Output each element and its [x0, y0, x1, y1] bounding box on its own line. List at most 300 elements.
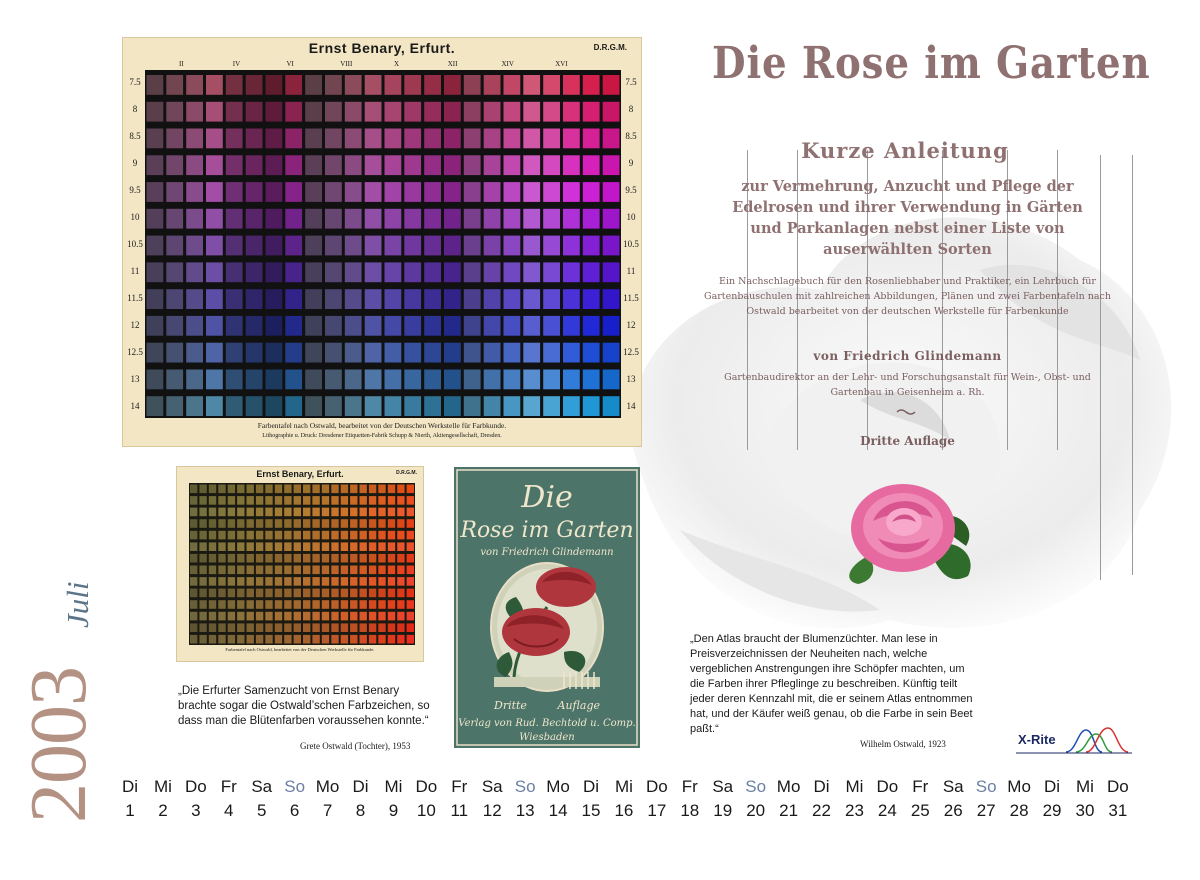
color-swatch [365, 343, 382, 363]
weekday-label: Sa [712, 777, 734, 796]
color-swatch [444, 102, 461, 122]
color-swatch [237, 612, 244, 621]
color-swatch [563, 102, 580, 122]
ostwald-color-chart-small [176, 466, 424, 662]
color-swatch [407, 496, 414, 505]
color-swatch [275, 566, 282, 575]
color-swatch [543, 396, 560, 416]
author-name: von Friedrich Glindemann [813, 349, 1002, 363]
day-number: 4 [224, 801, 234, 820]
color-swatch [397, 496, 404, 505]
day-number: 10 [416, 801, 436, 820]
color-swatch [345, 262, 362, 282]
row-label: 9.5 [625, 185, 637, 196]
color-swatch [365, 396, 382, 416]
color-swatch [523, 316, 540, 336]
color-swatch [322, 623, 329, 632]
color-swatch [350, 554, 357, 563]
color-swatch [147, 262, 164, 282]
color-swatch [341, 635, 348, 644]
column-label: XIV [501, 60, 514, 68]
color-swatch [369, 577, 376, 586]
pink-rose-image [828, 476, 978, 588]
weekday-label: Mo [776, 777, 801, 796]
color-swatch [305, 343, 322, 363]
color-swatch [247, 496, 254, 505]
color-swatch [312, 577, 319, 586]
weekday-label: Mi [153, 777, 172, 796]
color-swatch [312, 496, 319, 505]
color-swatch [523, 155, 540, 175]
color-swatch [397, 612, 404, 621]
color-swatch [325, 262, 342, 282]
color-swatch [322, 554, 329, 563]
color-swatch [341, 496, 348, 505]
row-label: 10 [626, 212, 636, 223]
color-swatch [583, 182, 600, 202]
color-swatch [228, 612, 235, 621]
color-swatch [275, 485, 282, 494]
color-swatch [350, 589, 357, 598]
color-swatch [424, 396, 441, 416]
color-swatch [218, 612, 225, 621]
color-swatch [247, 542, 254, 551]
color-swatch [206, 182, 223, 202]
color-swatch [166, 129, 183, 149]
color-swatch [294, 600, 301, 609]
color-swatch [226, 370, 243, 390]
color-swatch [583, 209, 600, 229]
color-swatch [322, 635, 329, 644]
color-swatch [218, 508, 225, 517]
color-swatch [237, 577, 244, 586]
weekday-label: Do [1107, 777, 1129, 796]
color-swatch [350, 531, 357, 540]
color-swatch [563, 209, 580, 229]
color-swatch [209, 589, 216, 598]
color-swatch [444, 396, 461, 416]
book-title-line1: Die [521, 480, 573, 515]
color-swatch [265, 508, 272, 517]
weekday-label: Do [415, 777, 438, 796]
quote-right: „Den Atlas braucht der Blumenzüchter. Man lese in Preisverzeichnissen der Neuheiten nach, welche vergeblichen Anstrengungen ihre Schöpfer machten, um die Farben ihrer Pfleglinge zu beschreiben. Künftig teilt jeder deren Kennzahl mit, die er seinem Atlas entnommen hat, und der Käufer weiß genau, ob die Farbe in sein Beet paßt.“ [690, 633, 973, 735]
color-swatch [285, 129, 302, 149]
color-swatch [190, 508, 197, 517]
color-swatch [444, 316, 461, 336]
day-number: 26 [943, 801, 963, 820]
day-number: 17 [647, 801, 667, 820]
color-swatch [265, 554, 272, 563]
day-number: 28 [1009, 801, 1029, 820]
color-swatch [484, 316, 501, 336]
color-swatch [504, 289, 521, 309]
color-swatch [147, 289, 164, 309]
color-swatch [312, 519, 319, 528]
color-swatch [407, 554, 414, 563]
day-number: 1 [125, 801, 135, 820]
color-swatch [246, 155, 263, 175]
color-swatch [266, 102, 283, 122]
color-swatch [365, 102, 382, 122]
color-swatch [284, 531, 291, 540]
color-swatch [341, 623, 348, 632]
book-publisher: Verlag von Rud. Bechtold u. Comp. [458, 718, 636, 729]
chart-header: Ernst Benary, Erfurt. [308, 40, 456, 56]
book-description: zur Vermehrung, Anzucht und Pflege der Edelrosen und ihrer Verwendung in Gärten und Parkanlagen nebst einer Liste von auserwählten Sorten [732, 178, 1083, 258]
color-swatch [237, 542, 244, 551]
color-swatch [563, 75, 580, 95]
divider-line [1132, 155, 1133, 575]
color-swatch [378, 566, 385, 575]
color-swatch [265, 485, 272, 494]
row-label: 10.5 [623, 239, 639, 249]
color-swatch [388, 635, 395, 644]
color-swatch [305, 155, 322, 175]
color-swatch [369, 542, 376, 551]
color-swatch [350, 612, 357, 621]
weekday-label: So [975, 777, 997, 796]
color-swatch [369, 623, 376, 632]
color-swatch [331, 589, 338, 598]
color-swatch [147, 396, 164, 416]
color-swatch [190, 531, 197, 540]
row-label: 13 [626, 373, 636, 384]
color-swatch [199, 577, 206, 586]
color-swatch [543, 343, 560, 363]
color-swatch [325, 129, 342, 149]
color-swatch [285, 396, 302, 416]
color-swatch [218, 496, 225, 505]
weekday-label: Mo [1007, 777, 1031, 796]
color-swatch [294, 531, 301, 540]
x-rite-logo-text: X-Rite [1018, 732, 1056, 747]
color-swatch [378, 623, 385, 632]
color-swatch [303, 600, 310, 609]
color-swatch [345, 102, 362, 122]
color-swatch [190, 612, 197, 621]
color-swatch [275, 554, 282, 563]
color-swatch [303, 623, 310, 632]
color-swatch [284, 600, 291, 609]
color-swatch [237, 635, 244, 644]
color-swatch [369, 612, 376, 621]
color-swatch [265, 600, 272, 609]
color-swatch [365, 236, 382, 256]
color-swatch [331, 635, 338, 644]
color-swatch [385, 209, 402, 229]
color-swatch [325, 75, 342, 95]
color-swatch [583, 289, 600, 309]
color-swatch [407, 612, 414, 621]
color-swatch [166, 102, 183, 122]
color-swatch [237, 554, 244, 563]
color-swatch [209, 612, 216, 621]
color-swatch [484, 236, 501, 256]
color-swatch [504, 343, 521, 363]
color-swatch [388, 589, 395, 598]
color-swatch [543, 182, 560, 202]
color-swatch [147, 75, 164, 95]
color-swatch [388, 531, 395, 540]
color-swatch [369, 554, 376, 563]
color-swatch [206, 370, 223, 390]
color-swatch [247, 531, 254, 540]
color-swatch [424, 316, 441, 336]
color-swatch [444, 129, 461, 149]
color-swatch [275, 496, 282, 505]
calendar-month: Juli [60, 581, 95, 628]
color-swatch [284, 542, 291, 551]
color-swatch [464, 209, 481, 229]
color-swatch [325, 102, 342, 122]
color-swatch [350, 600, 357, 609]
color-swatch [378, 554, 385, 563]
color-swatch [563, 289, 580, 309]
color-swatch [237, 519, 244, 528]
color-swatch [265, 542, 272, 551]
color-swatch [444, 155, 461, 175]
color-swatch [209, 635, 216, 644]
color-swatch [369, 531, 376, 540]
color-swatch [603, 396, 620, 416]
color-swatch [305, 75, 322, 95]
color-swatch [199, 519, 206, 528]
color-swatch [444, 236, 461, 256]
color-swatch [404, 343, 421, 363]
color-swatch [285, 75, 302, 95]
color-swatch [206, 155, 223, 175]
day-number: 14 [548, 801, 568, 820]
color-swatch [378, 600, 385, 609]
color-swatch [331, 566, 338, 575]
color-swatch [341, 600, 348, 609]
color-swatch [365, 370, 382, 390]
color-swatch [206, 316, 223, 336]
color-swatch [397, 485, 404, 494]
color-swatch [228, 600, 235, 609]
day-number: 21 [779, 801, 799, 820]
weekday-label: Mi [845, 777, 864, 796]
color-swatch [206, 102, 223, 122]
color-swatch [484, 370, 501, 390]
color-swatch [345, 209, 362, 229]
color-swatch [275, 508, 282, 517]
color-swatch [206, 289, 223, 309]
color-swatch [563, 370, 580, 390]
color-swatch [360, 635, 367, 644]
color-swatch [388, 566, 395, 575]
color-swatch [404, 182, 421, 202]
color-swatch [341, 531, 348, 540]
weekday-label: Mi [1075, 777, 1094, 796]
weekday-label: Do [876, 777, 899, 796]
color-swatch [360, 577, 367, 586]
color-swatch [583, 102, 600, 122]
color-swatch [504, 209, 521, 229]
color-swatch [247, 623, 254, 632]
color-swatch [583, 370, 600, 390]
color-swatch [228, 519, 235, 528]
color-swatch [464, 396, 481, 416]
color-swatch [350, 542, 357, 551]
color-swatch [246, 209, 263, 229]
color-swatch [266, 236, 283, 256]
color-swatch [275, 577, 282, 586]
color-swatch [294, 554, 301, 563]
color-swatch [350, 566, 357, 575]
color-swatch [385, 155, 402, 175]
day-number: 7 [322, 801, 333, 820]
day-number: 5 [256, 801, 267, 820]
color-swatch [563, 262, 580, 282]
color-swatch [237, 623, 244, 632]
color-swatch [265, 577, 272, 586]
color-swatch [583, 343, 600, 363]
color-swatch [312, 612, 319, 621]
color-swatch [226, 75, 243, 95]
color-swatch [186, 370, 203, 390]
color-swatch [322, 496, 329, 505]
color-swatch [305, 236, 322, 256]
color-swatch [228, 485, 235, 494]
color-swatch [303, 531, 310, 540]
color-swatch [543, 129, 560, 149]
color-swatch [285, 370, 302, 390]
color-swatch [303, 589, 310, 598]
weekday-label: Mi [614, 777, 633, 796]
color-swatch [365, 182, 382, 202]
color-swatch [312, 542, 319, 551]
color-swatch [523, 102, 540, 122]
color-swatch [266, 182, 283, 202]
color-swatch [166, 209, 183, 229]
color-swatch [504, 182, 521, 202]
color-swatch [186, 155, 203, 175]
color-swatch [284, 485, 291, 494]
row-label: 12 [130, 319, 140, 330]
row-label: 12.5 [127, 346, 143, 357]
color-swatch [360, 623, 367, 632]
row-label: 14 [626, 400, 636, 411]
color-swatch [218, 519, 225, 528]
color-swatch [365, 209, 382, 229]
color-swatch [256, 589, 263, 598]
color-swatch [345, 182, 362, 202]
color-swatch [199, 485, 206, 494]
color-swatch [303, 577, 310, 586]
color-swatch [331, 485, 338, 494]
color-swatch [218, 554, 225, 563]
row-label: 9 [628, 158, 634, 169]
color-swatch [147, 102, 164, 122]
color-swatch [583, 316, 600, 336]
color-swatch [226, 316, 243, 336]
color-swatch [186, 182, 203, 202]
color-swatch [186, 236, 203, 256]
color-swatch [147, 316, 164, 336]
color-swatch [331, 531, 338, 540]
color-swatch [275, 589, 282, 598]
weekday-label: Sa [251, 777, 273, 796]
row-label: 10 [130, 212, 140, 223]
color-swatch [407, 600, 414, 609]
color-swatch [385, 182, 402, 202]
color-swatch [294, 485, 301, 494]
color-swatch [305, 209, 322, 229]
chart-caption: Farbentafel nach Ostwald, bearbeitet von der Deutschen Werkstelle für Farbkunde. [225, 647, 375, 652]
color-swatch [397, 600, 404, 609]
color-swatch [378, 589, 385, 598]
color-swatch [360, 554, 367, 563]
color-swatch [407, 485, 414, 494]
color-swatch [209, 600, 216, 609]
color-swatch [369, 600, 376, 609]
color-swatch [237, 508, 244, 517]
color-swatch [397, 542, 404, 551]
color-swatch [305, 289, 322, 309]
color-swatch [350, 496, 357, 505]
color-swatch [166, 289, 183, 309]
color-swatch [226, 209, 243, 229]
day-number: 30 [1075, 801, 1095, 820]
color-swatch [583, 75, 600, 95]
color-swatch [603, 75, 620, 95]
color-swatch [186, 209, 203, 229]
color-swatch [345, 316, 362, 336]
column-label: XVI [555, 60, 568, 68]
color-swatch [388, 612, 395, 621]
color-swatch [303, 612, 310, 621]
color-swatch [350, 623, 357, 632]
color-swatch [275, 635, 282, 644]
color-swatch [397, 566, 404, 575]
color-swatch [404, 102, 421, 122]
color-swatch [404, 396, 421, 416]
color-swatch [397, 531, 404, 540]
color-swatch [385, 262, 402, 282]
color-swatch [284, 554, 291, 563]
color-swatch [312, 589, 319, 598]
color-swatch [378, 508, 385, 517]
color-swatch [388, 485, 395, 494]
color-swatch [331, 600, 338, 609]
color-swatch [369, 589, 376, 598]
day-number: 13 [515, 801, 535, 820]
color-swatch [166, 182, 183, 202]
color-swatch [256, 577, 263, 586]
color-swatch [199, 496, 206, 505]
color-swatch [404, 289, 421, 309]
color-swatch [603, 155, 620, 175]
color-swatch [226, 289, 243, 309]
color-swatch [226, 396, 243, 416]
color-swatch [504, 370, 521, 390]
color-swatch [147, 155, 164, 175]
color-swatch [341, 485, 348, 494]
color-swatch [247, 577, 254, 586]
color-swatch [218, 635, 225, 644]
row-label: 11 [130, 265, 140, 276]
color-swatch [190, 485, 197, 494]
day-number: 31 [1108, 801, 1128, 820]
color-swatch [265, 566, 272, 575]
column-label: II [179, 60, 184, 68]
color-swatch [285, 289, 302, 309]
color-swatch [209, 485, 216, 494]
color-swatch [404, 236, 421, 256]
color-swatch [345, 343, 362, 363]
color-swatch [247, 554, 254, 563]
